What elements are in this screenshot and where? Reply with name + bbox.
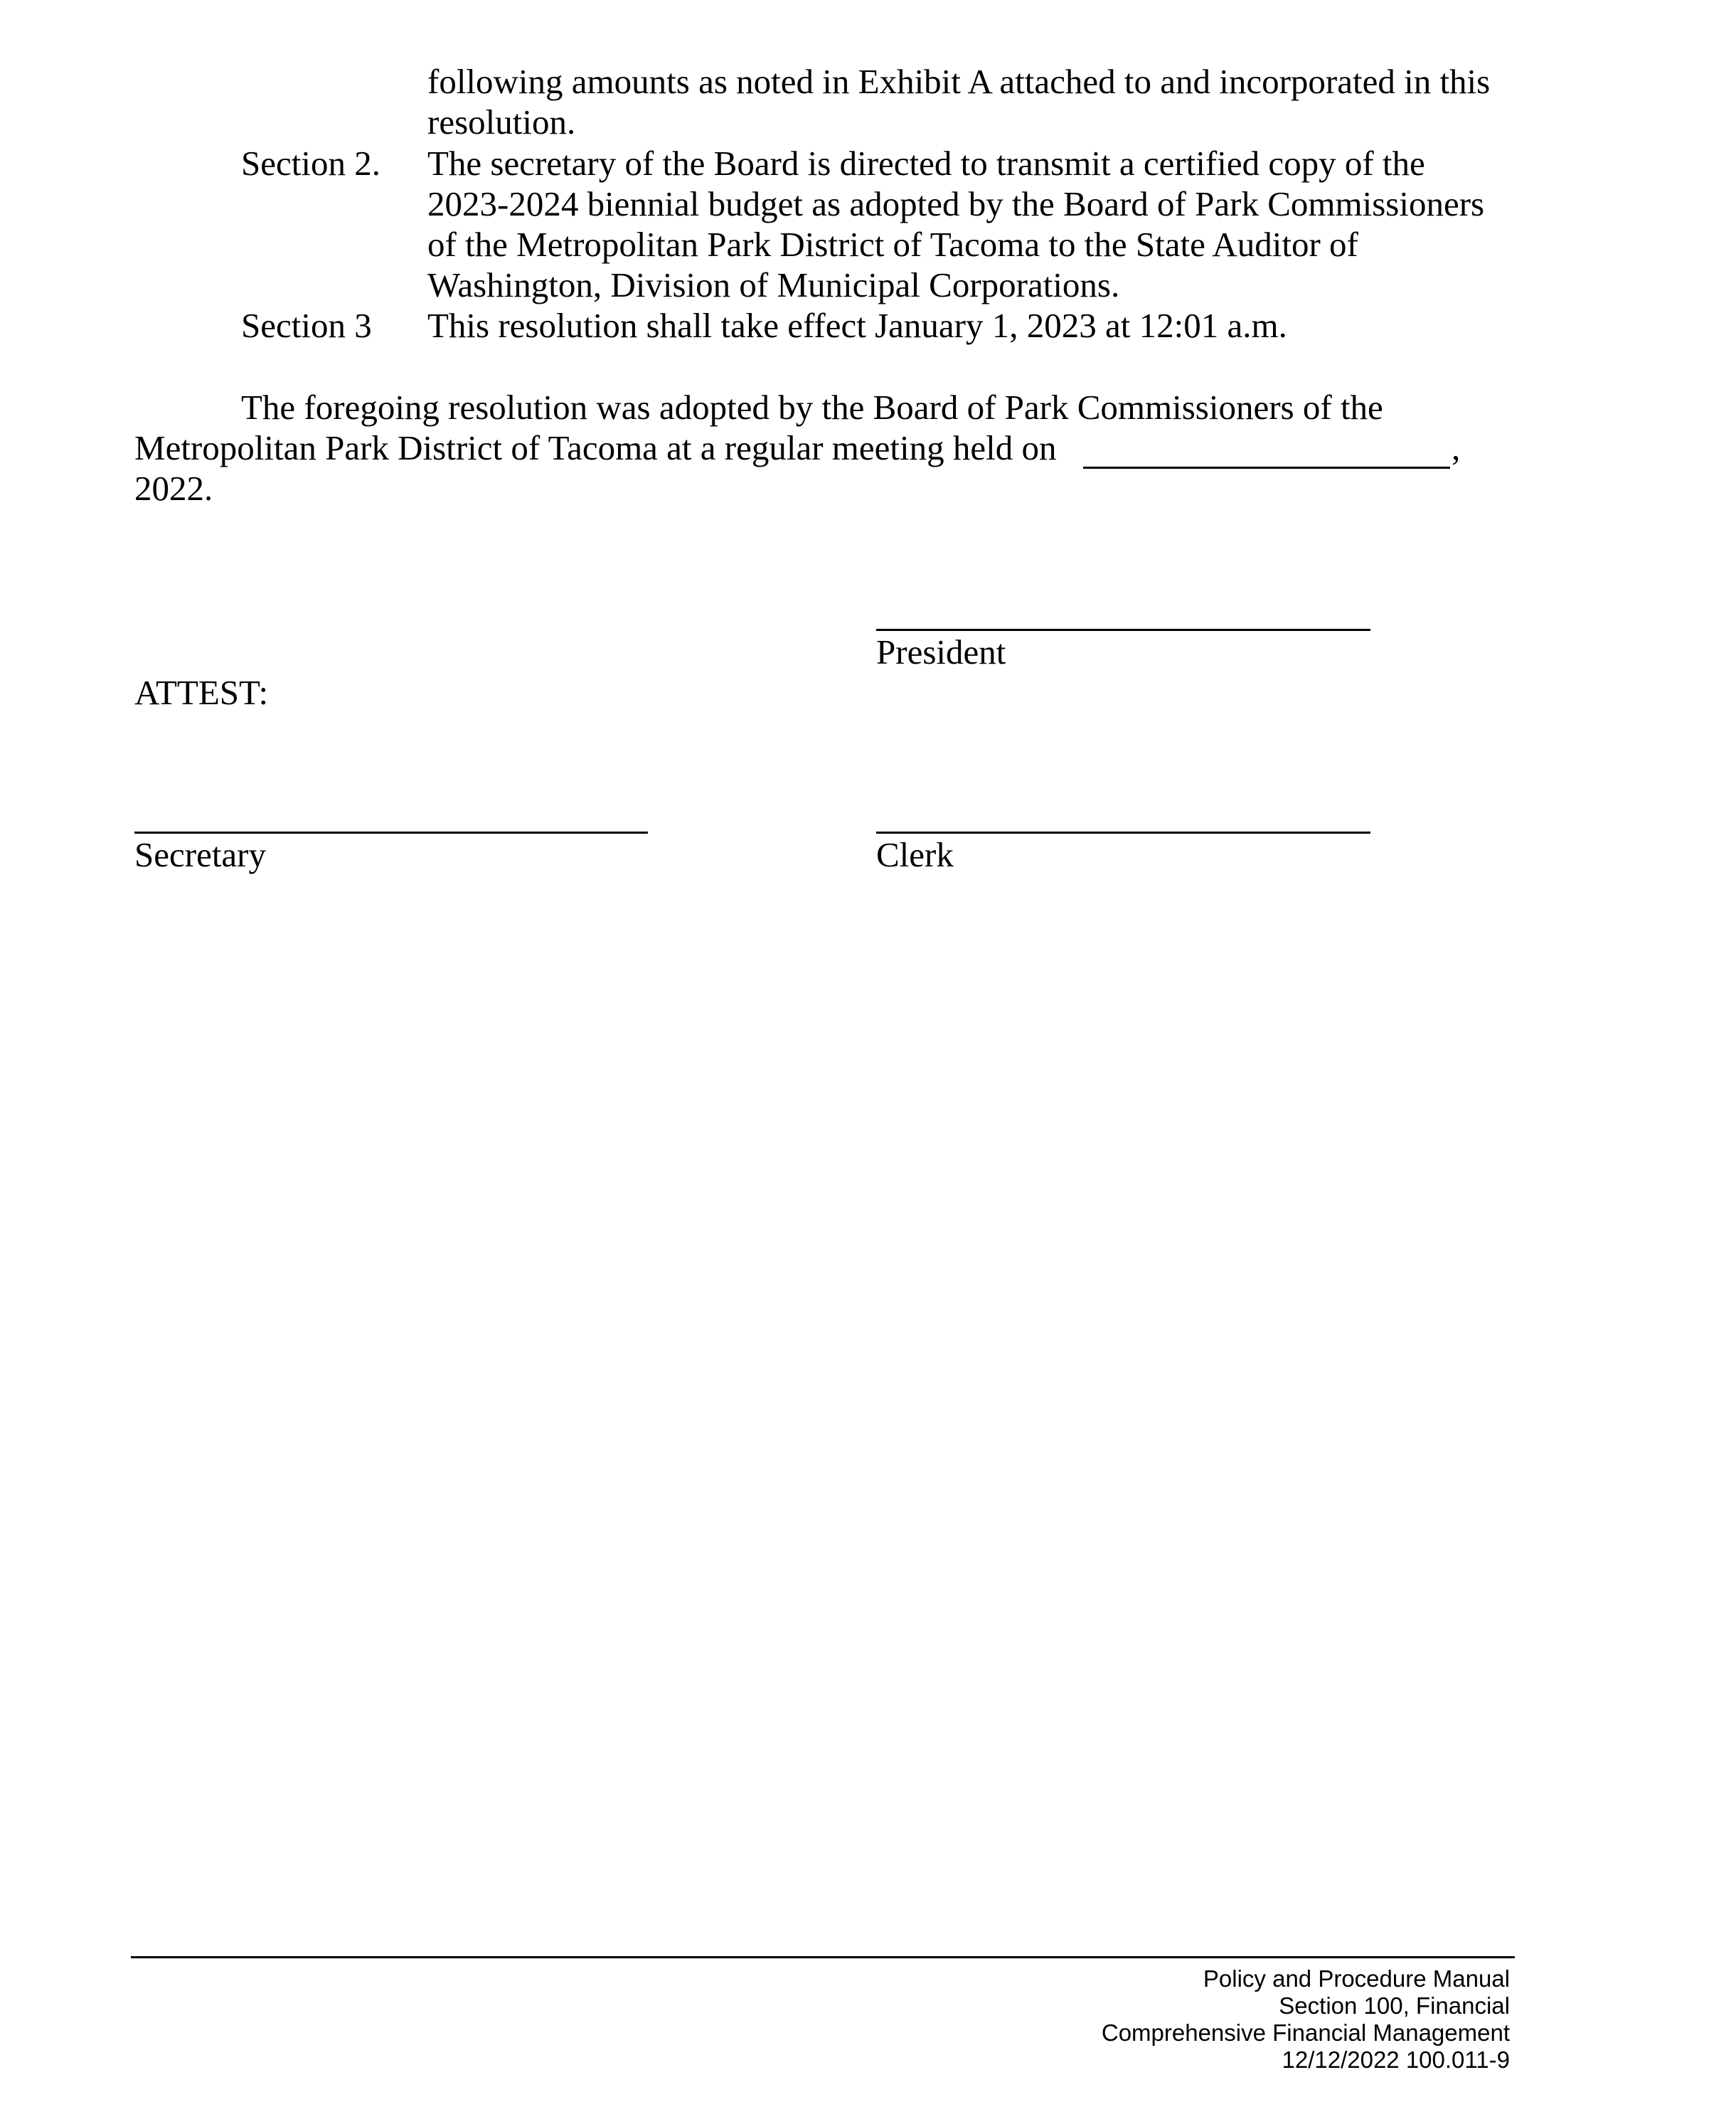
footer-line: Section 100, Financial — [1279, 1992, 1510, 2019]
footer-line: 12/12/2022 100.011-9 — [1282, 2047, 1510, 2073]
secretary-label: Secretary — [134, 835, 266, 874]
adoption-comma: , — [1452, 428, 1461, 467]
president-label: President — [876, 632, 1006, 672]
text-line: The secretary of the Board is directed to transmit a certified copy of the — [427, 144, 1425, 183]
adoption-line-2: Metropolitan Park District of Tacoma at a regular meeting held on — [134, 428, 1057, 467]
footer — [1102, 1965, 1510, 2074]
secretary-signature-line — [134, 832, 648, 834]
text-line: resolution. — [427, 102, 576, 142]
text-line: of the Metropolitan Park District of Tacoma to the State Auditor of — [427, 225, 1358, 264]
section-3-label: Section 3 — [241, 306, 372, 345]
clerk-label: Clerk — [876, 835, 954, 874]
section-3-text — [427, 305, 1287, 346]
adoption-line-1: The foregoing resolution was adopted by the Board of Park Commissioners of the — [241, 388, 1383, 427]
adoption-line-3: 2022. — [134, 469, 213, 508]
section-2-label: Section 2. — [241, 144, 380, 183]
meeting-date-blank — [1083, 467, 1450, 469]
president-signature-line — [876, 629, 1370, 631]
text-line: This resolution shall take effect January 1, 2023 at 12:01 a.m. — [427, 306, 1287, 345]
footer-divider — [131, 1956, 1515, 1958]
footer-line: Policy and Procedure Manual — [1203, 1965, 1510, 1992]
section-2-text — [427, 143, 1484, 305]
text-line: Washington, Division of Municipal Corporations. — [427, 265, 1120, 304]
section-1-continuation — [427, 61, 1490, 142]
attest-label: ATTEST: — [134, 673, 269, 712]
text-line: following amounts as noted in Exhibit A attached to and incorporated in this — [427, 62, 1491, 101]
clerk-signature-line — [876, 832, 1370, 834]
footer-line: Comprehensive Financial Management — [1101, 2019, 1510, 2046]
text-line: 2023-2024 biennial budget as adopted by the Board of Park Commissioners — [427, 184, 1485, 223]
